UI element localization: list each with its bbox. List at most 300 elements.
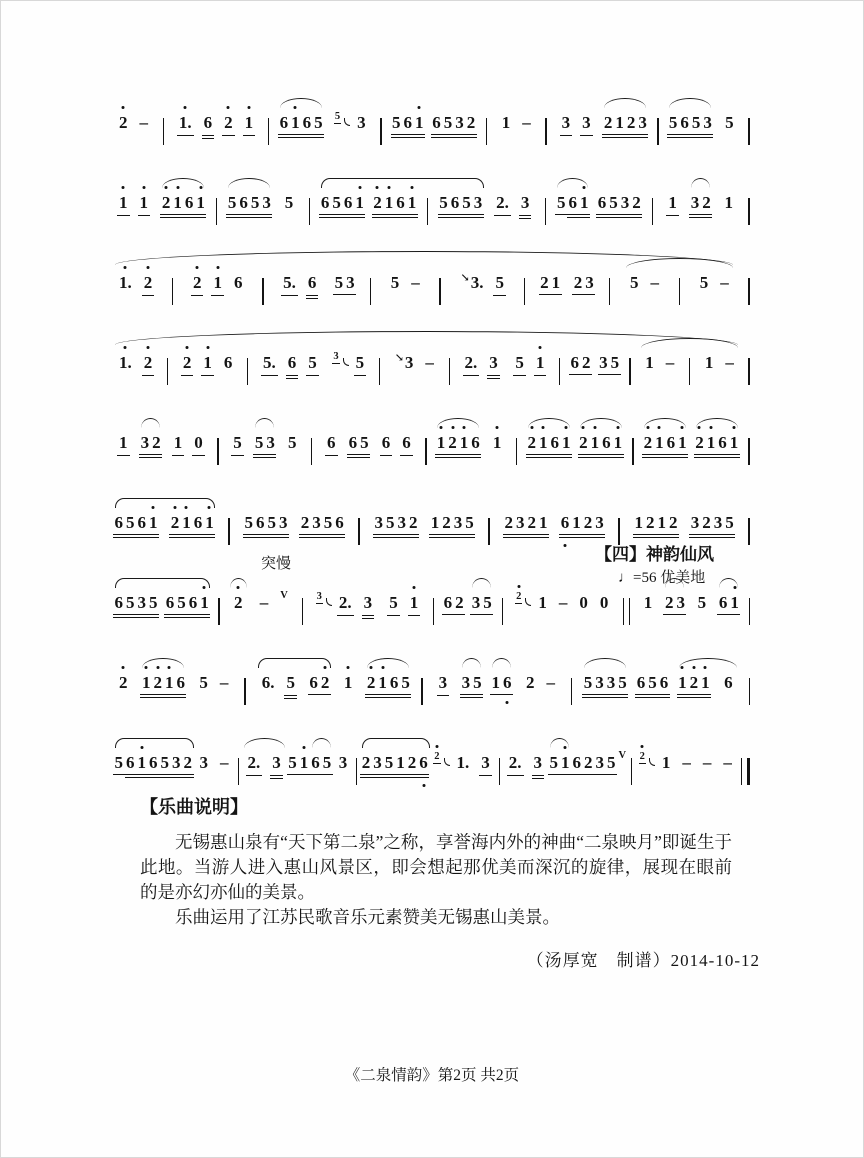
- note: 5: [231, 432, 244, 456]
- slur: [557, 178, 588, 188]
- note: 6: [402, 112, 414, 135]
- note: 2: [117, 112, 130, 134]
- note: 3: [139, 432, 151, 455]
- measure-group: [548, 752, 571, 775]
- measure-group: [572, 272, 595, 295]
- breath-mark-icon: V: [618, 750, 627, 761]
- note: 1: [290, 112, 302, 135]
- note: 1: [195, 192, 207, 215]
- slur: [462, 658, 481, 668]
- barline: [632, 438, 633, 465]
- note: 2: [572, 272, 584, 295]
- duration-dash: –: [139, 113, 148, 132]
- note: 3: [373, 512, 385, 535]
- measure-group: [139, 432, 162, 455]
- barline: [427, 198, 428, 225]
- note: 2: [182, 752, 194, 775]
- note: 1: [728, 432, 740, 455]
- note: 6: [559, 512, 571, 535]
- notes-section: [140, 795, 732, 930]
- note: 3: [372, 752, 384, 775]
- note: 3: [357, 113, 366, 132]
- note: 5: [493, 272, 506, 296]
- barline: [609, 278, 610, 305]
- note: 6: [347, 432, 359, 455]
- slur: [604, 98, 646, 108]
- octave-dot-above: [124, 266, 127, 269]
- duration-dash: –: [259, 593, 269, 612]
- note: 2: [232, 592, 245, 614]
- duration-dash: –: [219, 673, 229, 692]
- note: 6: [569, 352, 581, 375]
- barline: [748, 358, 749, 385]
- grace-hook-icon: [525, 598, 531, 606]
- note: 6: [470, 432, 482, 455]
- note: 3: [689, 512, 701, 535]
- octave-dot-above: [303, 746, 306, 749]
- note: 5: [513, 352, 526, 376]
- barline: [379, 358, 380, 385]
- measure-group: [663, 592, 686, 615]
- slur: [584, 658, 626, 668]
- note: 6: [334, 512, 346, 535]
- barline: [167, 358, 168, 385]
- measure-group: [226, 192, 272, 215]
- measure-group: [173, 112, 259, 136]
- measure-group: [330, 112, 372, 134]
- measure-group: [282, 432, 303, 454]
- measure-group: [160, 192, 206, 215]
- octave-dot-above: [142, 186, 145, 189]
- grace-note: 2: [639, 751, 646, 764]
- measure-group: [667, 112, 713, 135]
- slur: [141, 418, 160, 428]
- measure-group: [347, 432, 370, 455]
- octave-dot-above: [227, 106, 230, 109]
- note: 6: [113, 592, 125, 615]
- note: 3: [265, 432, 277, 455]
- octave-dot-above: [413, 586, 416, 589]
- note: 6: [596, 192, 608, 215]
- measure-group: [177, 352, 239, 376]
- measure-group: [460, 672, 483, 695]
- note: 5: [148, 592, 160, 615]
- barline: [679, 278, 680, 305]
- falling-ornament-icon: ↘: [460, 272, 470, 284]
- note: 6.: [261, 673, 275, 692]
- note: 5: [548, 752, 560, 775]
- octave-dot-above: [435, 745, 438, 748]
- note: 5: [390, 273, 400, 292]
- note: 1: [700, 672, 712, 695]
- note: 5: [608, 192, 620, 215]
- note: 5: [322, 512, 334, 535]
- barline: [311, 438, 312, 465]
- note: 1: [181, 512, 193, 535]
- measure-group: [699, 352, 740, 374]
- note: 1: [704, 353, 714, 372]
- note: 1: [408, 592, 421, 616]
- barline: [689, 358, 690, 385]
- measure-group: [694, 272, 735, 294]
- note: 3: [278, 512, 290, 535]
- note: 2: [191, 272, 204, 296]
- note: 6: [724, 673, 733, 692]
- slur: [644, 418, 686, 428]
- note: 6: [148, 752, 160, 775]
- note: 1.: [117, 352, 134, 374]
- note: 6: [549, 432, 561, 455]
- note: 3: [594, 752, 606, 775]
- note: 6: [175, 672, 187, 695]
- note: 6: [658, 672, 670, 695]
- note: 6: [388, 672, 400, 695]
- slur: [312, 738, 331, 748]
- octave-dot-above: [347, 666, 350, 669]
- grace-hook-icon: [326, 598, 332, 606]
- note: 5: [385, 512, 397, 535]
- note: 3: [136, 592, 148, 615]
- note: 2: [580, 352, 592, 375]
- note: 3: [584, 272, 596, 295]
- note: 2: [299, 512, 311, 535]
- note: 3: [460, 672, 472, 695]
- measure-group: [582, 672, 628, 695]
- duration-dash: –: [665, 353, 675, 372]
- note: 1: [490, 672, 502, 695]
- measure-group: [257, 352, 323, 376]
- note: 6: [571, 752, 583, 775]
- note: 5: [725, 113, 734, 132]
- barline: [748, 518, 749, 545]
- note: 6: [310, 752, 322, 775]
- note: 3: [605, 672, 617, 695]
- barline: [499, 758, 500, 785]
- measure-group: [164, 592, 210, 615]
- note: 2: [526, 512, 538, 535]
- measure-group: [511, 592, 614, 614]
- note: 6: [442, 592, 454, 615]
- barline: [433, 598, 434, 625]
- note: 1: [117, 432, 130, 456]
- note: 5: [391, 112, 403, 135]
- note: 5: [387, 592, 400, 616]
- note: 5: [630, 273, 639, 292]
- note: 2: [688, 672, 700, 695]
- measure-group: [594, 752, 628, 777]
- note: 6: [567, 192, 579, 215]
- breath-mark-icon: V: [280, 590, 288, 601]
- note: 5: [284, 193, 294, 212]
- measure-group: [578, 432, 624, 455]
- note: 5: [159, 752, 171, 775]
- measure-group: [642, 432, 688, 455]
- note: 6: [431, 112, 443, 135]
- note: 6: [502, 672, 514, 695]
- measure-group: [677, 672, 712, 695]
- note: 1: [163, 672, 175, 695]
- measure-group: [487, 432, 508, 454]
- measure-group: [635, 672, 670, 695]
- note: 1: [491, 432, 504, 454]
- octave-dot-above: [196, 266, 199, 269]
- barline: [228, 518, 229, 545]
- barline: [748, 278, 749, 305]
- grace-note: 5: [334, 111, 341, 122]
- duration-dash: –: [723, 753, 732, 772]
- note: 2: [663, 592, 675, 615]
- measure-group: [555, 192, 590, 215]
- note: 5: [690, 112, 702, 135]
- notes-paragraph-1: 无锡惠山泉有“天下第二泉”之称，享誉海内外的神曲“二泉映月”即诞生于此地。当游人进入惠山风景区，即会想起那优美而深沉的旋律，展现在眼前的是亦幻亦仙的美景。: [140, 832, 732, 902]
- measure-group: [602, 112, 648, 135]
- measure-group: [689, 192, 712, 215]
- note: 5: [647, 672, 659, 695]
- measure-group: [333, 752, 354, 774]
- note: 5: [253, 432, 265, 455]
- slur: [719, 578, 738, 588]
- measure-group: [496, 112, 537, 134]
- slur: [580, 418, 622, 428]
- measure-group: [717, 592, 740, 615]
- barline: [425, 438, 426, 465]
- slur: [472, 578, 491, 588]
- note: 3: [452, 512, 464, 535]
- note: 2: [360, 752, 372, 775]
- note: 6: [325, 432, 338, 456]
- note: 6: [306, 272, 319, 296]
- measure-group: [113, 192, 154, 216]
- note: 1: [342, 672, 355, 694]
- measure-group: [459, 352, 504, 376]
- measure-group: [429, 752, 475, 774]
- note: 3: [437, 672, 450, 696]
- measure-group: [308, 672, 331, 695]
- note: 1: [211, 272, 224, 296]
- octave-dot-above: [641, 745, 644, 748]
- measure-group: [193, 672, 234, 694]
- barline: [571, 678, 572, 705]
- note: 6: [192, 512, 204, 535]
- note: 5: [284, 672, 297, 696]
- final-barline: [741, 758, 750, 785]
- barline: [559, 358, 560, 385]
- notes-heading: 【乐曲说明】: [140, 797, 248, 817]
- measure-group: [503, 512, 549, 535]
- slur: [115, 578, 210, 588]
- note: 6: [278, 112, 290, 135]
- octave-dot-above: [206, 346, 209, 349]
- barline: [370, 278, 371, 305]
- note: 3: [594, 672, 606, 695]
- note: 5: [555, 192, 567, 215]
- note: 5: [482, 592, 494, 615]
- measure-group: [169, 512, 215, 535]
- note: 6: [449, 192, 461, 215]
- note: 2: [645, 512, 657, 535]
- measure-group: [719, 192, 740, 214]
- note: 2.: [507, 752, 524, 776]
- measure-group: [503, 752, 548, 776]
- falling-ornament-icon: ↘: [394, 352, 404, 364]
- slur: [696, 418, 738, 428]
- barline: [629, 358, 630, 385]
- measure-group: [321, 432, 342, 456]
- note: 3: [594, 512, 606, 535]
- note: 2: [365, 672, 377, 695]
- note: 6: [308, 672, 320, 695]
- measure-group: [113, 512, 159, 535]
- measure-group: [689, 512, 735, 535]
- note: 5: [697, 593, 707, 612]
- note: 1: [677, 672, 689, 695]
- note: ↘3: [394, 352, 414, 372]
- barline: [380, 118, 381, 145]
- note: 6: [202, 112, 215, 136]
- note: 6: [238, 192, 250, 215]
- octave-dot-below: [506, 701, 509, 704]
- measure-group: [635, 752, 738, 774]
- score-line: [113, 344, 753, 386]
- measure-group: [638, 592, 659, 614]
- duration-dash: –: [720, 273, 729, 292]
- note: 3: [479, 752, 492, 776]
- note: 6: [233, 273, 243, 292]
- note: 5: [438, 192, 450, 215]
- measure-group: [571, 752, 594, 775]
- measure-group: [299, 512, 345, 535]
- note: 1: [645, 353, 654, 372]
- note: 5: [226, 192, 238, 215]
- measure-group: [624, 272, 665, 294]
- barline: [247, 358, 248, 385]
- note: 2: [694, 432, 706, 455]
- note: 2: [668, 512, 680, 535]
- note: 0: [579, 593, 588, 612]
- note: 5: [243, 512, 255, 535]
- note: 2: [319, 672, 331, 695]
- note: 2.: [463, 352, 480, 376]
- octave-dot-above: [122, 186, 125, 189]
- score-label: ♩=56 优美地: [618, 570, 706, 586]
- note: 3: [338, 753, 348, 772]
- note: 3: [637, 112, 649, 135]
- note: 1: [148, 512, 160, 535]
- note: 2: [441, 512, 453, 535]
- measure-group: [113, 272, 158, 296]
- note: 5: [287, 433, 297, 452]
- barline: [244, 678, 245, 705]
- note: 6: [665, 432, 677, 455]
- measure-group: [365, 672, 411, 695]
- note: 6: [380, 432, 393, 456]
- note: 2.: [337, 592, 354, 616]
- note: 3: [519, 192, 532, 216]
- measure-group: [338, 672, 359, 694]
- grace-note: 3: [316, 591, 322, 602]
- barline: [486, 118, 487, 145]
- note: 2: [152, 672, 164, 695]
- note: 5: [331, 192, 343, 215]
- note: 5: [176, 592, 188, 615]
- note: 2: [503, 512, 515, 535]
- note: 6: [286, 352, 299, 376]
- note: 3: [712, 512, 724, 535]
- note: 5: [609, 352, 621, 375]
- note: 5: [113, 752, 125, 775]
- note: 1: [138, 192, 151, 216]
- measure-group: [113, 352, 158, 376]
- note: 2: [169, 512, 181, 535]
- measure-group: [694, 432, 740, 455]
- note: 2: [525, 673, 535, 692]
- measure-group: [559, 512, 605, 535]
- barline: [163, 118, 164, 145]
- measure-group: [718, 672, 739, 694]
- note: 5: [617, 672, 629, 695]
- note: 2: [372, 192, 384, 215]
- octave-dot-above: [496, 426, 499, 429]
- note: 2: [454, 592, 466, 615]
- score-label: 【四】神韵仙风: [595, 545, 714, 564]
- note: 5: [125, 592, 137, 615]
- note: ↘3.: [460, 272, 484, 292]
- note: 5: [582, 672, 594, 695]
- measure-group: [385, 272, 426, 294]
- measure-group: [113, 112, 154, 134]
- slur: [492, 658, 511, 668]
- page-footer: 《二泉情韵》第2页 共2页: [344, 1067, 520, 1084]
- measure-group: [328, 352, 370, 376]
- measure-group: [596, 192, 642, 215]
- measure-group: [433, 672, 454, 696]
- score-label: 突慢: [261, 556, 292, 572]
- measure-group: [253, 432, 276, 455]
- slur: [230, 578, 247, 588]
- note: 3: [675, 592, 687, 615]
- note: 1: [534, 352, 547, 376]
- note: 5: [266, 512, 278, 535]
- barline: [216, 198, 217, 225]
- duration-dash: –: [702, 753, 712, 772]
- score-line: [113, 264, 753, 306]
- octave-dot-above: [147, 346, 150, 349]
- note: 6: [400, 432, 413, 456]
- note: 5: [442, 112, 454, 135]
- duration-dash: –: [682, 753, 691, 772]
- duration-dash: –: [411, 273, 420, 292]
- slur: [244, 738, 285, 748]
- note: 2: [631, 192, 643, 215]
- barline: [238, 758, 239, 785]
- note: 5: [400, 672, 412, 695]
- octave-dot-below: [422, 784, 425, 787]
- duration-dash: –: [546, 673, 555, 692]
- note: 1: [578, 192, 590, 215]
- note: 2: [151, 432, 163, 455]
- barline: [302, 598, 303, 625]
- note: 1: [550, 272, 562, 295]
- note: 6: [164, 592, 176, 615]
- measure-group: [539, 272, 562, 295]
- note: 6: [679, 112, 691, 135]
- note: 2: [578, 432, 590, 455]
- note: 1: [501, 113, 511, 132]
- grace-hook-icon: [344, 118, 350, 126]
- measure-group: [277, 272, 322, 296]
- note: 2: [181, 352, 194, 376]
- measure-group: [490, 192, 535, 216]
